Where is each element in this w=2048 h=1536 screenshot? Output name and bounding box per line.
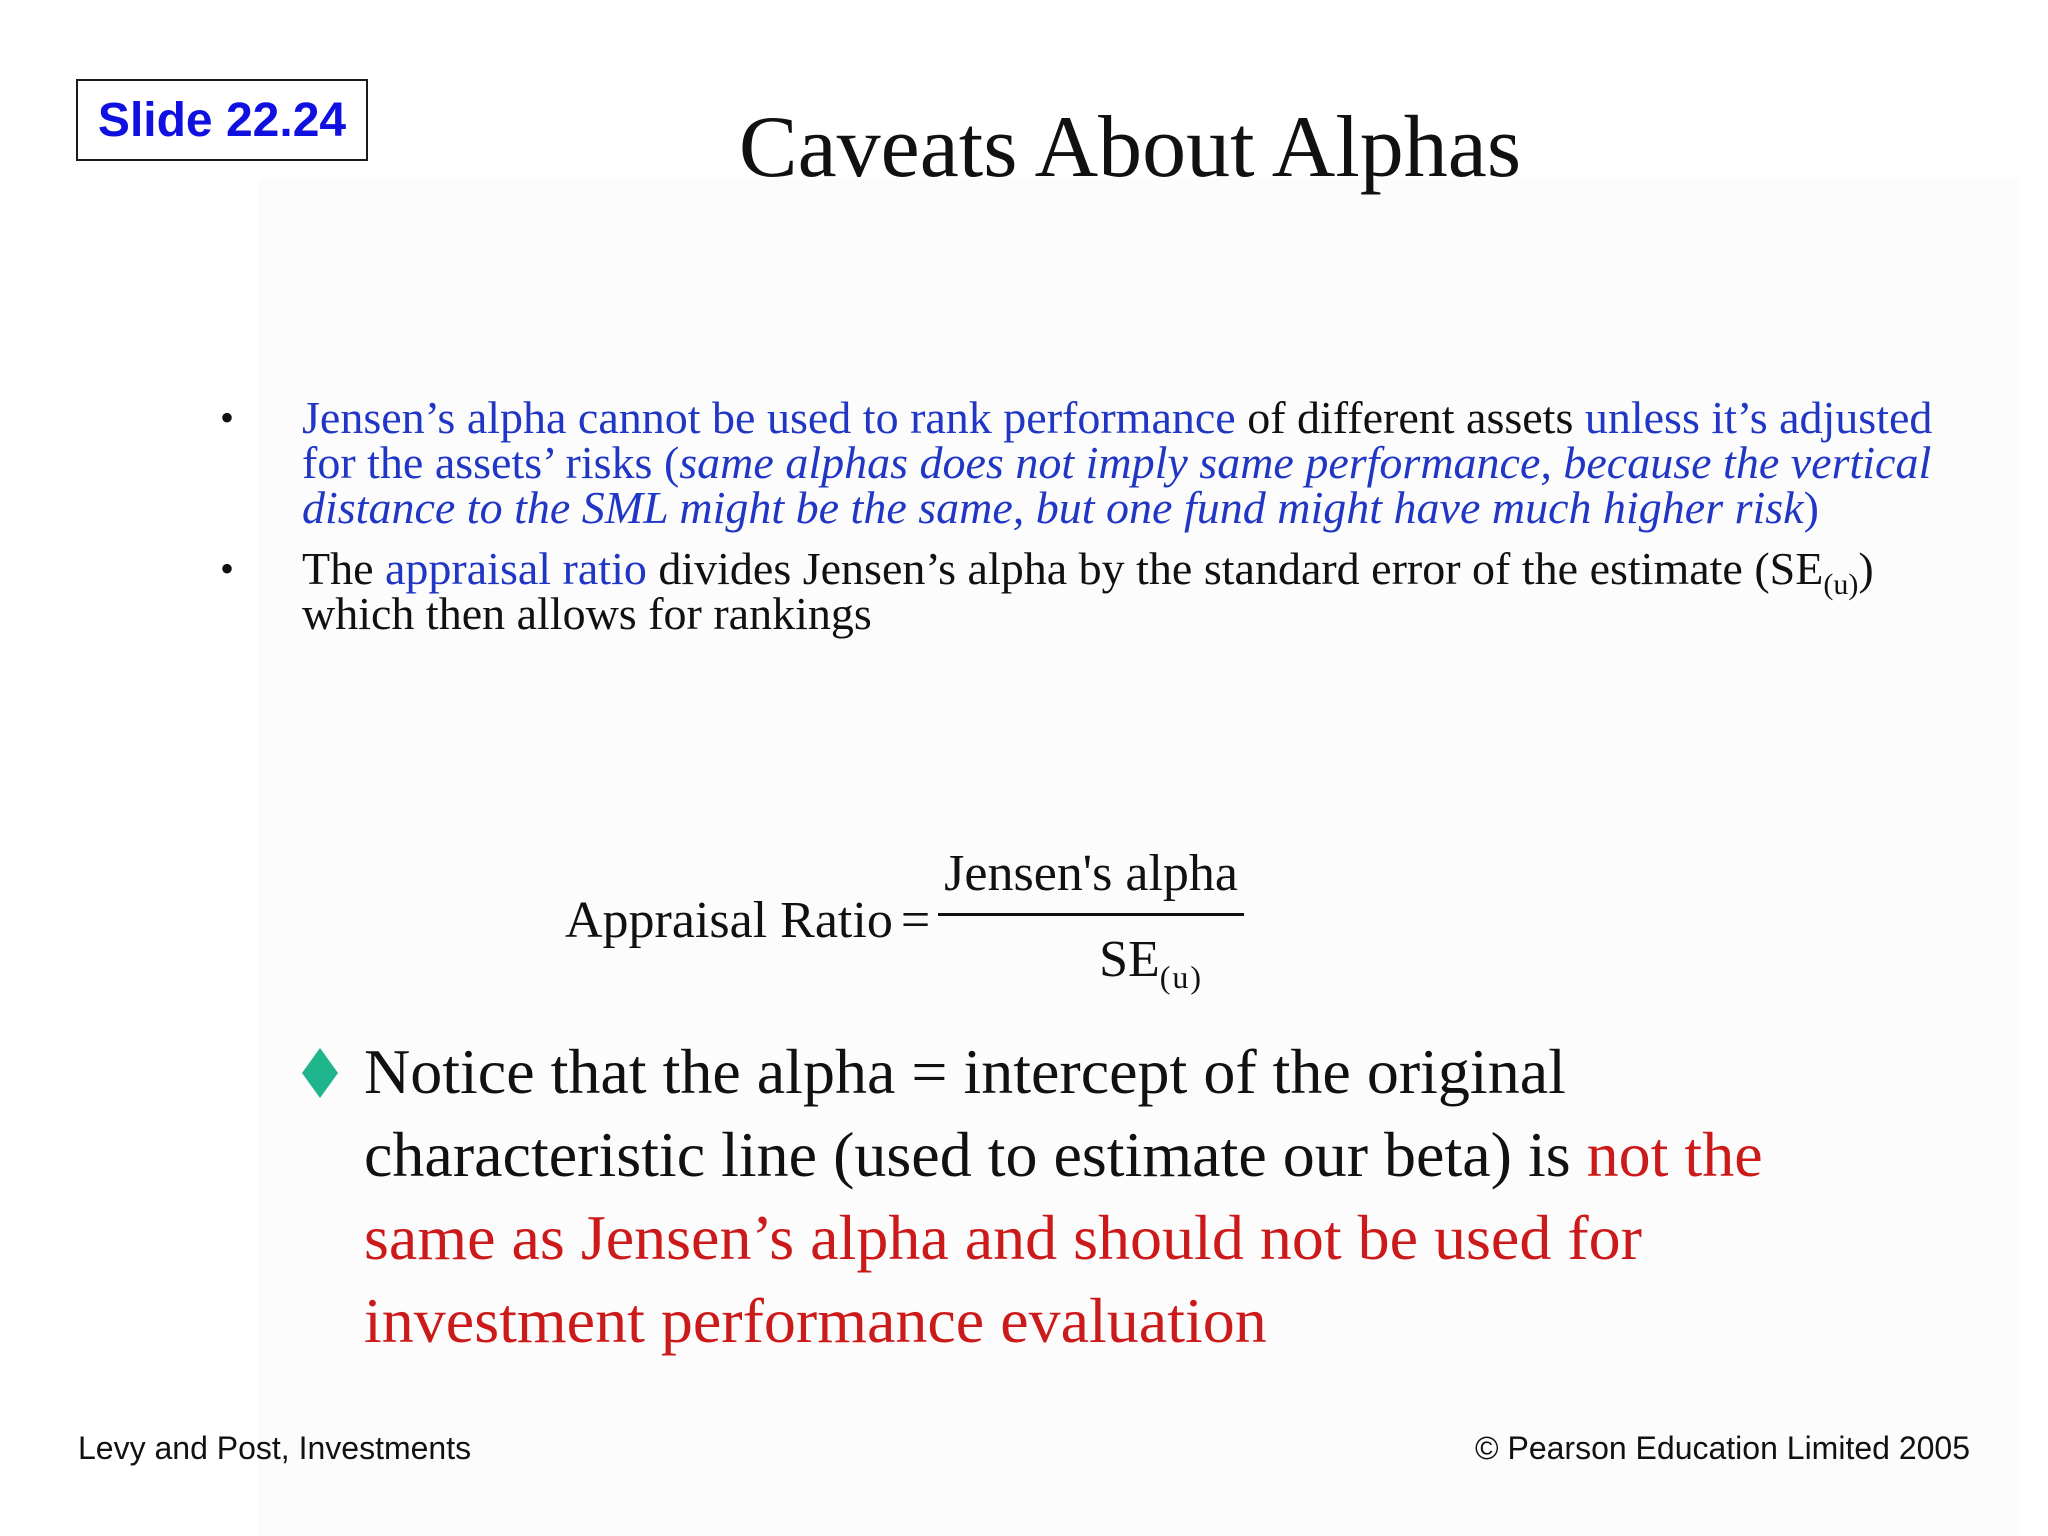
bullet2-text-mid: divides Jensen’s alpha by the standard error of the estimate (SE: [646, 543, 1824, 594]
bullet2-subscript: (u): [1823, 568, 1859, 601]
bullet-list: [210, 392, 1950, 639]
notice-text: [298, 1030, 1798, 1362]
formula-lhs: Appraisal Ratio: [565, 891, 893, 949]
bullet1-text-blue-2: unless it’s adjusted for the assets’ risks (: [302, 392, 1933, 488]
formula-denominator: [979, 916, 1203, 996]
bullet1-text-plain: of different assets: [1235, 392, 1585, 443]
formula-numerator: Jensen's alpha: [938, 844, 1244, 916]
footer-source: Levy and Post, Investments: [78, 1430, 472, 1466]
bullet1-text-blue: Jensen’s alpha cannot be used to rank performance: [302, 392, 1236, 443]
slide-number-badge: Slide 22.24: [76, 79, 368, 161]
appraisal-ratio-formula: [565, 840, 1244, 1000]
footer-copyright: © Pearson Education Limited 2005: [1475, 1430, 1970, 1466]
notice-text-plain: Notice that the alpha = intercept of the original characteristic line (used to estimate our beta) is: [364, 1036, 1587, 1190]
slide-title: Caveats About Alphas: [738, 99, 1522, 196]
bullet-item-jensens-alpha: [210, 392, 1950, 533]
bullet1-text-italic: same alphas does not imply same performance, because the vertical distance to the SML might be the same, but one fund might have much higher risk: [302, 437, 1932, 533]
bullet2-text-appraisal-ratio: appraisal ratio: [385, 543, 647, 594]
notice-callout: [298, 1030, 1798, 1362]
formula-denominator-base: SE: [1099, 931, 1160, 988]
formula-fraction: [938, 844, 1244, 996]
bullet1-text-close: ): [1803, 482, 1819, 533]
bullet-item-appraisal-ratio: [210, 543, 1950, 639]
formula-denominator-subscript: (u): [1159, 959, 1204, 995]
formula-equals-sign: =: [900, 891, 931, 949]
bullet-dot: •: [220, 395, 235, 440]
bullet2-text-end: ) which then allows for rankings: [302, 543, 1874, 639]
notice-text-red: not the same as Jensen’s alpha and should not be used for investment performance evaluation: [364, 1119, 1763, 1356]
bullet-dot: •: [220, 546, 235, 591]
bullet2-text-lead: The: [302, 543, 386, 594]
